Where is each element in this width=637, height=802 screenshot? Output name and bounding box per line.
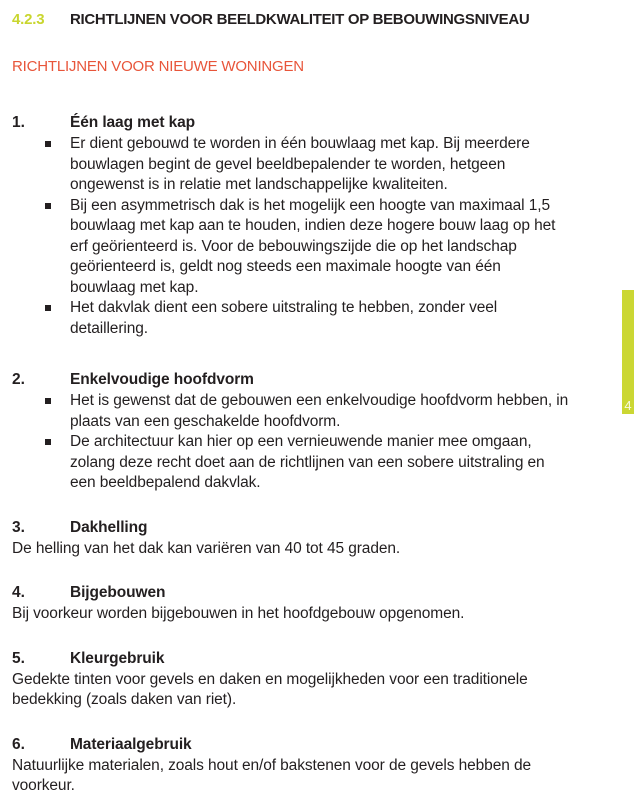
section-number: 6. xyxy=(12,735,25,753)
section-body: Bij voorkeur worden bijgebouwen in het hoofdgebouw opgenomen. xyxy=(12,605,465,622)
bullet-text: Het dakvlak dient een sobere uitstraling te hebben, zonder veel detaillering. xyxy=(70,299,498,337)
bullet-item xyxy=(12,196,570,299)
section-enkelvoudige-hoofdvorm xyxy=(12,369,585,494)
section-heading: Bijgebouwen xyxy=(70,584,166,601)
bullet-item xyxy=(12,391,570,432)
section-number: 5. xyxy=(12,649,25,667)
guidelines-list xyxy=(12,112,585,797)
bullet-square-icon xyxy=(45,305,51,311)
section-body: De helling van het dak kan variëren van 40 tot 45 graden. xyxy=(12,539,401,557)
bullet-text: De architectuur kan hier op een vernieuwende manier mee omgaan, zolang deze recht doet aan de richtlijnen van een sobere uitstraling en een beeldbepalend dakvlak. xyxy=(70,433,545,491)
section-heading: Dakhelling xyxy=(70,518,148,536)
section-heading-row xyxy=(12,648,585,669)
chapter-tab xyxy=(622,290,634,414)
bullet-text: Er dient gebouwd te worden in één bouwlaag met kap. Bij meerdere bouwlagen begint de gevel beeldbepalender te worden, hetgeen ongewenst is in relatie met landschappelijke kwaliteiten. xyxy=(70,135,530,193)
section-number: 1. xyxy=(12,114,25,131)
section-heading-row xyxy=(12,112,585,133)
section-body: Natuurlijke materialen, zoals hout en/of bakstenen voor de gevels hebben de voorkeur. xyxy=(12,756,531,794)
bullet-square-icon xyxy=(45,398,51,404)
section-body: Gedekte tinten voor gevels en daken en mogelijkheden voor een traditionele bedekking (zoals daken van riet). xyxy=(12,670,528,708)
section-heading-row xyxy=(12,517,585,538)
bullet-list xyxy=(12,391,585,494)
bullet-square-icon xyxy=(45,141,51,147)
section-heading: Materiaalgebruik xyxy=(70,735,192,753)
section-heading: Kleurgebruik xyxy=(70,649,165,667)
bullet-item xyxy=(12,298,570,339)
bullet-text: Bij een asymmetrisch dak is het mogelijk een hoogte van maximaal 1,5 bouwlaag met kap aan te houden, indien deze hogere bouw laag op het erf geörienteerd is. Voor de bebouwingszijde die op het landschap geörienteerd is, geldt nog steeds een maximale hoogte van één bouwlaag met kap. xyxy=(70,196,556,296)
bullet-list xyxy=(12,134,585,339)
bullet-square-icon xyxy=(45,203,51,209)
section-heading-row xyxy=(12,582,585,603)
section-number: 3. xyxy=(12,518,25,536)
section-materiaalgebruik xyxy=(12,734,585,797)
page-subtitle: RICHTLIJNEN VOOR NIEUWE WONINGEN xyxy=(12,58,304,75)
section-heading: Enkelvoudige hoofdvorm xyxy=(70,371,254,388)
bullet-item xyxy=(12,432,570,494)
section-bijgebouwen xyxy=(12,582,585,625)
section-heading: Één laag met kap xyxy=(70,114,196,131)
section-number: 2. xyxy=(12,371,25,388)
section-number: 4. xyxy=(12,584,25,601)
chapter-tab-label: 4 xyxy=(624,398,632,413)
section-heading-row xyxy=(12,369,585,390)
section-dakhelling xyxy=(12,517,585,560)
bullet-text: Het is gewenst dat de gebouwen een enkelvoudige hoofdvorm hebben, in plaats van een geschakelde hoofdvorm. xyxy=(70,392,569,430)
bullet-item xyxy=(12,134,570,196)
page-title: RICHTLIJNEN VOOR BEELDKWALITEIT OP BEBOUWINGSNIVEAU xyxy=(70,11,530,28)
bullet-square-icon xyxy=(45,439,51,445)
section-een-laag-met-kap xyxy=(12,112,585,339)
document-header xyxy=(0,0,637,28)
section-kleurgebruik xyxy=(12,648,585,711)
chapter-number: 4.2.3 xyxy=(12,11,45,28)
section-heading-row xyxy=(12,734,585,755)
